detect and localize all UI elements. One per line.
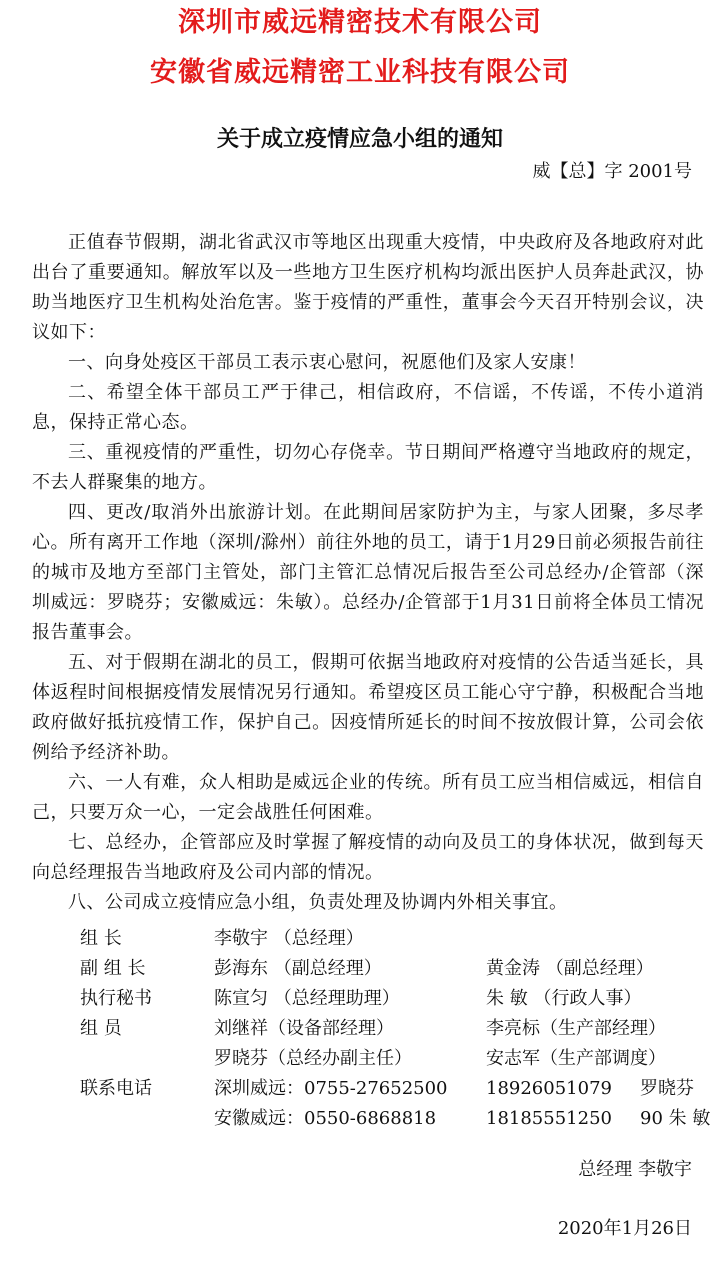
contact-name: 90 朱 敏 xyxy=(640,1108,711,1129)
roster-row-leader xyxy=(80,924,710,954)
team-member: 李敬宇 （总经理） xyxy=(214,928,364,949)
paragraph-item-6: 六、一人有难，众人相助是威远企业的传统。所有员工应当相信威远，相信自己，只要万众一心，一定会战胜任何困难。 xyxy=(32,772,704,823)
company-name-anhui: 安徽省威远精密工业科技有限公司 xyxy=(150,57,570,88)
mobile-number: 18185551250 xyxy=(486,1108,612,1129)
roster-row-deputy xyxy=(80,954,710,984)
roster-row-contact-shenzhen xyxy=(80,1074,710,1104)
roster-row-members-2 xyxy=(80,1044,710,1074)
team-member: 朱 敏 （行政人事） xyxy=(486,988,642,1009)
role-label: 组 员 xyxy=(80,1018,122,1039)
role-label: 联系电话 xyxy=(80,1078,152,1099)
signature: 总经理 李敬宇 xyxy=(578,1159,692,1180)
paragraph-item-8: 八、公司成立疫情应急小组，负责处理及协调内外相关事宜。 xyxy=(68,892,568,913)
role-label: 副 组 长 xyxy=(80,958,146,979)
contact-name: 罗晓芬 xyxy=(640,1078,694,1099)
paragraph-item-4: 四、更改/取消外出旅游计划。在此期间居家防护为主，与家人团聚，多尽孝心。所有离开工作地（深圳/滁州）前往外地的员工，请于1月29日前必须报告前往的城市及地方至部门主管处，部门主管汇总情况后报告至公司总经办/企管部（深圳威远：罗晓芬；安徽威远：朱敏）。总经办/企管部于1月31日前将全体员工情况报告董事会。 xyxy=(32,502,704,643)
paragraph-item-5: 五、对于假期在湖北的员工，假期可依据当地政府对疫情的公告适当延长，具体返程时间根据疫情发展情况另行通知。希望疫区员工能心守宁静，积极配合当地政府做好抵抗疫情工作，保护自己。因疫情所延长的时间不按放假计算，公司会依例给予经济补助。 xyxy=(32,652,704,763)
team-member: 黄金涛 （副总经理） xyxy=(486,958,654,979)
team-member: 李亮标（生产部经理） xyxy=(486,1018,666,1039)
paragraph-item-7: 七、总经办，企管部应及时掌握了解疫情的动向及员工的身体状况，做到每天向总经理报告当地政府及公司内部的情况。 xyxy=(32,832,704,883)
mobile-number: 18926051079 xyxy=(486,1078,612,1099)
team-member: 安志军（生产部调度） xyxy=(486,1048,666,1069)
company-name-shenzhen: 深圳市威远精密技术有限公司 xyxy=(178,7,542,38)
paragraph-item-3: 三、重视疫情的严重性，切勿心存侥幸。节日期间严格遵守当地政府的规定，不去人群聚集的地方。 xyxy=(32,442,704,493)
role-label: 执行秘书 xyxy=(80,988,152,1009)
document-number: 威【总】字 2001号 xyxy=(532,161,692,182)
team-member: 罗晓芬（总经办副主任） xyxy=(214,1048,412,1069)
landline-number: 深圳威远：0755-27652500 xyxy=(214,1078,448,1099)
paragraph-item-2: 二、希望全体干部员工严于律己，相信政府，不信谣，不传谣，不传小道消息，保持正常心态。 xyxy=(32,382,704,433)
roster-row-members xyxy=(80,1014,710,1044)
landline-number: 安徽威远：0550-6868818 xyxy=(214,1108,437,1129)
roster-row-secretary xyxy=(80,984,710,1014)
role-label: 组 长 xyxy=(80,928,122,949)
issue-date: 2020年1月26日 xyxy=(557,1218,692,1239)
team-member: 刘继祥（设备部经理） xyxy=(214,1018,394,1039)
team-member: 陈宣匀 （总经理助理） xyxy=(214,988,400,1009)
roster-row-contact-anhui xyxy=(80,1104,710,1134)
notice-title: 关于成立疫情应急小组的通知 xyxy=(216,127,503,152)
notice-body xyxy=(32,228,704,918)
paragraph-intro: 正值春节假期，湖北省武汉市等地区出现重大疫情，中央政府及各地政府对此出台了重要通知。解放军以及一些地方卫生医疗机构均派出医护人员奔赴武汉，协助当地医疗卫生机构处治危害。鉴于疫情的严重性，董事会今天召开特别会议，决议如下： xyxy=(32,232,704,343)
team-member: 彭海东 （副总经理） xyxy=(214,958,382,979)
emergency-team-roster xyxy=(80,924,710,1134)
paragraph-item-1: 一、向身处疫区干部员工表示衷心慰问，祝愿他们及家人安康！ xyxy=(68,352,586,373)
